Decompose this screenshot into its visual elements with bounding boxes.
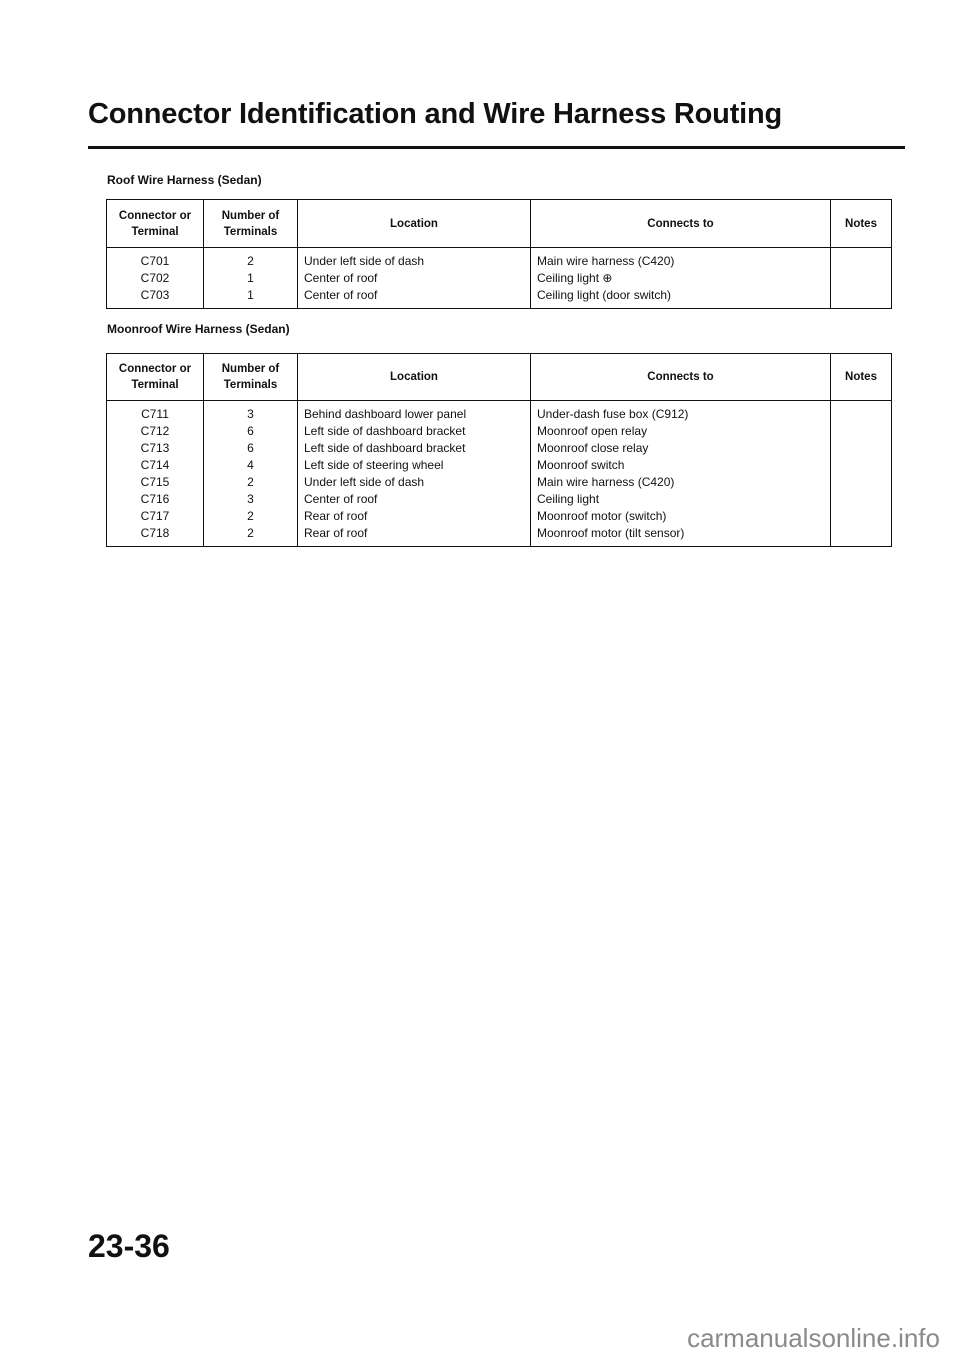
table-row	[107, 248, 892, 309]
connector-cell: C701 C702 C703	[107, 248, 204, 309]
location-cell: Behind dashboard lower panel Left side of dashboard bracket Left side of dashboard bracket Left side of steering wheel Under left side of dash Center of roof Rear of roof Rear of roof	[298, 401, 531, 547]
connects-to-cell: Under-dash fuse box (C912) Moonroof open relay Moonroof close relay Moonroof switch Main wire harness (C420) Ceiling light Moonroof motor (switch) Moonroof motor (tilt sensor)	[531, 401, 831, 547]
terminals-cell: 2 1 1	[204, 248, 298, 309]
header-notes: Notes	[831, 200, 892, 248]
location-cell: Under left side of dash Center of roof Center of roof	[298, 248, 531, 309]
table-header-row	[107, 200, 892, 248]
title-rule	[88, 146, 905, 149]
page-number: 23-36	[88, 1228, 170, 1264]
header-notes: Notes	[831, 354, 892, 401]
moonroof-harness-heading: Moonroof Wire Harness (Sedan)	[107, 322, 290, 336]
table-row	[107, 401, 892, 547]
notes-cell	[831, 248, 892, 309]
connector-cell: C711 C712 C713 C714 C715 C716 C717 C718	[107, 401, 204, 547]
header-location: Location	[298, 354, 531, 401]
header-terminals: Number of Terminals	[204, 200, 298, 248]
page-title: Connector Identification and Wire Harness Routing	[88, 98, 783, 130]
header-location: Location	[298, 200, 531, 248]
watermark-text: carmanualsonline.info	[687, 1323, 940, 1353]
connects-to-cell: Main wire harness (C420) Ceiling light ⊕ Ceiling light (door switch)	[531, 248, 831, 309]
moonroof-harness-table	[106, 353, 892, 547]
notes-cell	[831, 401, 892, 547]
header-connects-to: Connects to	[531, 200, 831, 248]
roof-harness-heading: Roof Wire Harness (Sedan)	[107, 173, 262, 187]
roof-harness-table	[106, 199, 892, 309]
header-connects-to: Connects to	[531, 354, 831, 401]
header-terminals: Number of Terminals	[204, 354, 298, 401]
table-header-row	[107, 354, 892, 401]
header-connector: Connector or Terminal	[107, 354, 204, 401]
header-connector: Connector or Terminal	[107, 200, 204, 248]
terminals-cell: 3 6 6 4 2 3 2 2	[204, 401, 298, 547]
